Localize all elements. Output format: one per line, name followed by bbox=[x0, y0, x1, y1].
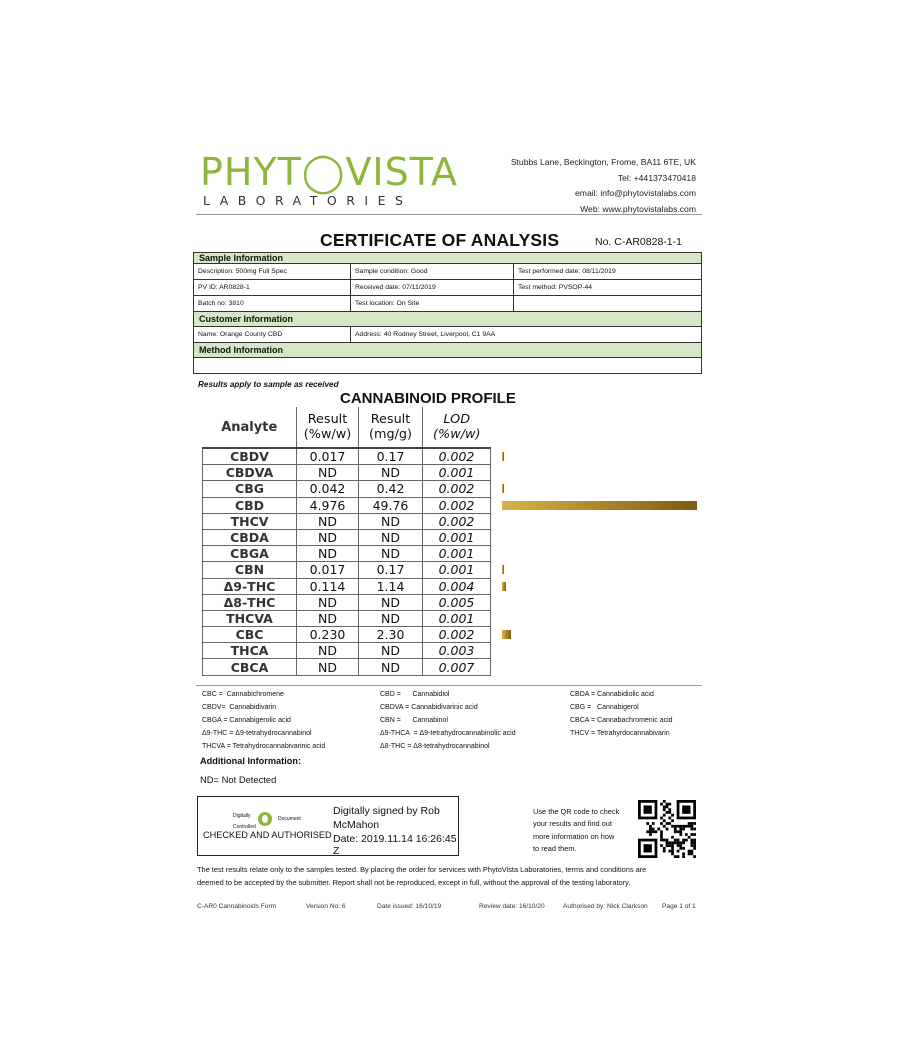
analyte-cell: CBDV bbox=[203, 448, 297, 465]
abbreviation-legend bbox=[202, 688, 702, 753]
test-method-cell: Test method: PVSOP-44 bbox=[518, 284, 593, 291]
legend-row bbox=[202, 701, 702, 714]
footer-review-date: Review date: 16/10/20 bbox=[479, 903, 545, 910]
method-information-row bbox=[194, 358, 701, 373]
company-logo: PHYT◯VISTA bbox=[200, 150, 459, 194]
result-mg-cell: 0.17 bbox=[359, 562, 423, 578]
legend-entry: Δ8-THC = Δ8-tetrahydrocannabinol bbox=[380, 743, 490, 750]
result-mg-cell: ND bbox=[359, 659, 423, 675]
result-pct-cell: ND bbox=[297, 643, 359, 659]
table-row bbox=[203, 481, 491, 497]
analyte-cell: CBG bbox=[203, 481, 297, 497]
result-mg-cell: ND bbox=[359, 594, 423, 610]
table-row bbox=[194, 327, 701, 343]
table-row bbox=[203, 562, 491, 578]
analyte-cell: Δ8-THC bbox=[203, 594, 297, 610]
signed-by-line: Digitally signed by Rob bbox=[333, 805, 440, 817]
customer-name-cell: Name: Orange County CBD bbox=[194, 327, 351, 342]
result-mg-cell: ND bbox=[359, 546, 423, 562]
legend-divider bbox=[196, 685, 702, 686]
result-mg-cell: ND bbox=[359, 465, 423, 481]
sample-info-table bbox=[193, 252, 702, 374]
email-line: email: info@phytovistalabs.com bbox=[575, 188, 696, 199]
legend-row bbox=[202, 714, 702, 727]
result-pct-cell: 0.042 bbox=[297, 481, 359, 497]
cannabinoid-table bbox=[202, 407, 491, 676]
legend-entry: CBDVA = Cannabidivarinic acid bbox=[380, 704, 478, 711]
footer-form-name: C-AR0 Cannabinoids Form bbox=[197, 903, 277, 910]
table-row bbox=[203, 610, 491, 626]
address-line: Stubbs Lane, Beckington, Frome, BA11 6TE, UK bbox=[510, 157, 696, 167]
sample-information-heading: Sample Information bbox=[194, 253, 701, 264]
analyte-cell: CBD bbox=[203, 497, 297, 513]
table-row bbox=[203, 594, 491, 610]
lod-header: LOD (%w/w) bbox=[423, 407, 491, 448]
additional-information-heading: Additional Information: bbox=[200, 756, 302, 766]
result-pct-cell: ND bbox=[297, 610, 359, 626]
document-title: CERTIFICATE OF ANALYSIS bbox=[320, 230, 560, 250]
signature-small-label: Controlled bbox=[233, 824, 256, 830]
result-mg-cell: ND bbox=[359, 513, 423, 529]
legend-entry: CBD = Cannabidiol bbox=[380, 691, 450, 698]
cannabinoid-profile-title: CANNABINOID PROFILE bbox=[340, 390, 516, 407]
table-row bbox=[203, 546, 491, 562]
analyte-cell: CBGA bbox=[203, 546, 297, 562]
legend-entry: THCV = Tetrahyrdocannabivarin bbox=[570, 730, 670, 737]
result-pct-cell: 0.114 bbox=[297, 578, 359, 594]
analyte-cell: CBDA bbox=[203, 529, 297, 545]
web-line: Web: www.phytovistalabs.com bbox=[580, 203, 696, 214]
analyte-cell: CBC bbox=[203, 627, 297, 643]
result-pct-cell: 4.976 bbox=[297, 497, 359, 513]
table-row bbox=[203, 643, 491, 659]
legend-entry: CBDV= Cannabidivarin bbox=[202, 704, 277, 711]
digital-signature-box bbox=[197, 796, 459, 856]
analyte-cell: THCA bbox=[203, 643, 297, 659]
lod-cell: 0.003 bbox=[423, 643, 491, 659]
lod-cell: 0.002 bbox=[423, 497, 491, 513]
table-row bbox=[194, 264, 701, 280]
lod-cell: 0.005 bbox=[423, 594, 491, 610]
company-address-block bbox=[511, 155, 696, 217]
signature-small-label: Document bbox=[278, 816, 301, 822]
legend-entry: CBDA = Cannabidiolic acid bbox=[570, 691, 654, 698]
results-note: Results apply to sample as received bbox=[198, 380, 339, 389]
footer-date-issued: Date issued: 16/10/19 bbox=[377, 903, 442, 910]
leaf-icon bbox=[258, 812, 272, 826]
table-row bbox=[203, 659, 491, 675]
customer-information-heading: Customer Information bbox=[194, 312, 701, 327]
lod-cell: 0.001 bbox=[423, 465, 491, 481]
lod-cell: 0.001 bbox=[423, 562, 491, 578]
batch-no-cell: Batch no: 3810 bbox=[194, 296, 351, 311]
qr-code-icon[interactable] bbox=[636, 800, 698, 858]
legend-entry: CBCA = Cannabachromenic acid bbox=[570, 717, 673, 724]
result-bar bbox=[502, 501, 697, 510]
table-row bbox=[203, 513, 491, 529]
result-mg-cell: 0.42 bbox=[359, 481, 423, 497]
lod-cell: 0.002 bbox=[423, 448, 491, 465]
customer-address-cell: Address: 40 Rodney Street, Liverpool, C1 9AA bbox=[355, 331, 496, 338]
phone-line: Tel: +441373470418 bbox=[617, 172, 696, 183]
result-mg-cell: 0.17 bbox=[359, 448, 423, 465]
lod-cell: 0.002 bbox=[423, 627, 491, 643]
lod-cell: 0.001 bbox=[423, 529, 491, 545]
footer-page-number: Page 1 of 1 bbox=[662, 903, 696, 910]
certificate-number: No. C-AR0828-1-1 bbox=[595, 236, 682, 248]
result-mg-cell: 1.14 bbox=[359, 578, 423, 594]
result-mg-header: Result (mg/g) bbox=[359, 407, 423, 448]
empty-cell bbox=[514, 296, 701, 311]
result-pct-cell: 0.230 bbox=[297, 627, 359, 643]
received-date-cell: Received date: 07/11/2019 bbox=[351, 280, 514, 295]
company-logo-subtitle: LABORATORIES bbox=[203, 193, 413, 208]
legend-row bbox=[202, 727, 702, 740]
analyte-cell: CBCA bbox=[203, 659, 297, 675]
result-bar bbox=[502, 565, 504, 574]
result-mg-cell: ND bbox=[359, 643, 423, 659]
test-location-cell: Test location: On Site bbox=[351, 296, 514, 311]
legend-entry: CBG = Cannabigerol bbox=[570, 704, 639, 711]
table-row bbox=[194, 296, 701, 312]
legend-row bbox=[202, 688, 702, 701]
table-row bbox=[203, 529, 491, 545]
result-mg-cell: ND bbox=[359, 610, 423, 626]
table-row bbox=[203, 448, 491, 465]
result-pct-cell: ND bbox=[297, 659, 359, 675]
sample-condition-cell: Sample condition: Good bbox=[351, 264, 514, 279]
result-bar bbox=[502, 582, 506, 591]
result-pct-header: Result (%w/w) bbox=[297, 407, 359, 448]
table-row bbox=[194, 280, 701, 296]
lod-cell: 0.002 bbox=[423, 513, 491, 529]
result-pct-cell: ND bbox=[297, 529, 359, 545]
test-date-cell: Test performed date: 08/11/2019 bbox=[518, 268, 616, 275]
result-pct-cell: 0.017 bbox=[297, 448, 359, 465]
description-cell: Description: 500mg Full Spec bbox=[194, 264, 351, 279]
qr-instructions: Use the QR code to check your results and find out more information on how to read them. bbox=[533, 807, 620, 853]
lod-cell: 0.001 bbox=[423, 546, 491, 562]
footer-authorised-by: Authorised by: Nick Clarkson bbox=[563, 903, 648, 910]
analyte-header: Analyte bbox=[221, 419, 278, 435]
result-mg-cell: ND bbox=[359, 529, 423, 545]
legend-row bbox=[202, 740, 702, 753]
legend-entry: Δ9-THCA = Δ9-tetrahydrocannabinolic acid bbox=[380, 730, 516, 737]
result-pct-cell: ND bbox=[297, 513, 359, 529]
analyte-cell: CBDVA bbox=[203, 465, 297, 481]
method-information-heading: Method Information bbox=[194, 343, 701, 358]
result-mg-cell: 49.76 bbox=[359, 497, 423, 513]
result-bar bbox=[502, 452, 504, 461]
table-row bbox=[203, 497, 491, 513]
legend-entry: CBC = Cannabichromene bbox=[202, 691, 284, 698]
lod-cell: 0.002 bbox=[423, 481, 491, 497]
lod-cell: 0.004 bbox=[423, 578, 491, 594]
disclaimer: The test results relate only to the samples tested. By placing the order for services with PhytoVista Laboratories, terms and conditions are deemed to be accepted by the submitter. Report shall not be reproduced, except in full, without the approval of the testing laboratory. bbox=[197, 865, 647, 887]
signature-date-line: Date: 2019.11.14 16:26:45 Z bbox=[333, 833, 457, 857]
analyte-cell: CBN bbox=[203, 562, 297, 578]
result-pct-cell: 0.017 bbox=[297, 562, 359, 578]
table-row bbox=[203, 578, 491, 594]
checked-authorised-label: CHECKED AND AUTHORISED bbox=[203, 830, 332, 840]
footer-version: Version No: 6 bbox=[306, 903, 346, 910]
analyte-cell: THCV bbox=[203, 513, 297, 529]
table-row bbox=[203, 465, 491, 481]
legend-entry: THCVA = Tetrahydrocannabivarinic acid bbox=[202, 743, 326, 750]
result-mg-cell: 2.30 bbox=[359, 627, 423, 643]
result-pct-cell: ND bbox=[297, 546, 359, 562]
result-bar bbox=[502, 630, 511, 639]
legend-entry: Δ9-THC = Δ9-tetrahydrocannabinol bbox=[202, 730, 312, 737]
analyte-cell: THCVA bbox=[203, 610, 297, 626]
signer-name-line: McMahon bbox=[333, 819, 380, 831]
legend-entry: CBGA = Cannabigerolic acid bbox=[202, 717, 291, 724]
nd-note: ND= Not Detected bbox=[200, 774, 277, 785]
pv-id-cell: PV ID: AR0828-1 bbox=[194, 280, 351, 295]
legend-entry bbox=[570, 740, 702, 753]
lod-cell: 0.001 bbox=[423, 610, 491, 626]
result-pct-cell: ND bbox=[297, 594, 359, 610]
result-bar bbox=[502, 484, 504, 493]
header-divider bbox=[196, 214, 702, 215]
table-row bbox=[203, 627, 491, 643]
signature-small-label: Digitally bbox=[233, 813, 251, 819]
result-pct-cell: ND bbox=[297, 465, 359, 481]
analyte-cell: Δ9-THC bbox=[203, 578, 297, 594]
legend-entry: CBN = Cannabinol bbox=[380, 717, 448, 724]
lod-cell: 0.007 bbox=[423, 659, 491, 675]
